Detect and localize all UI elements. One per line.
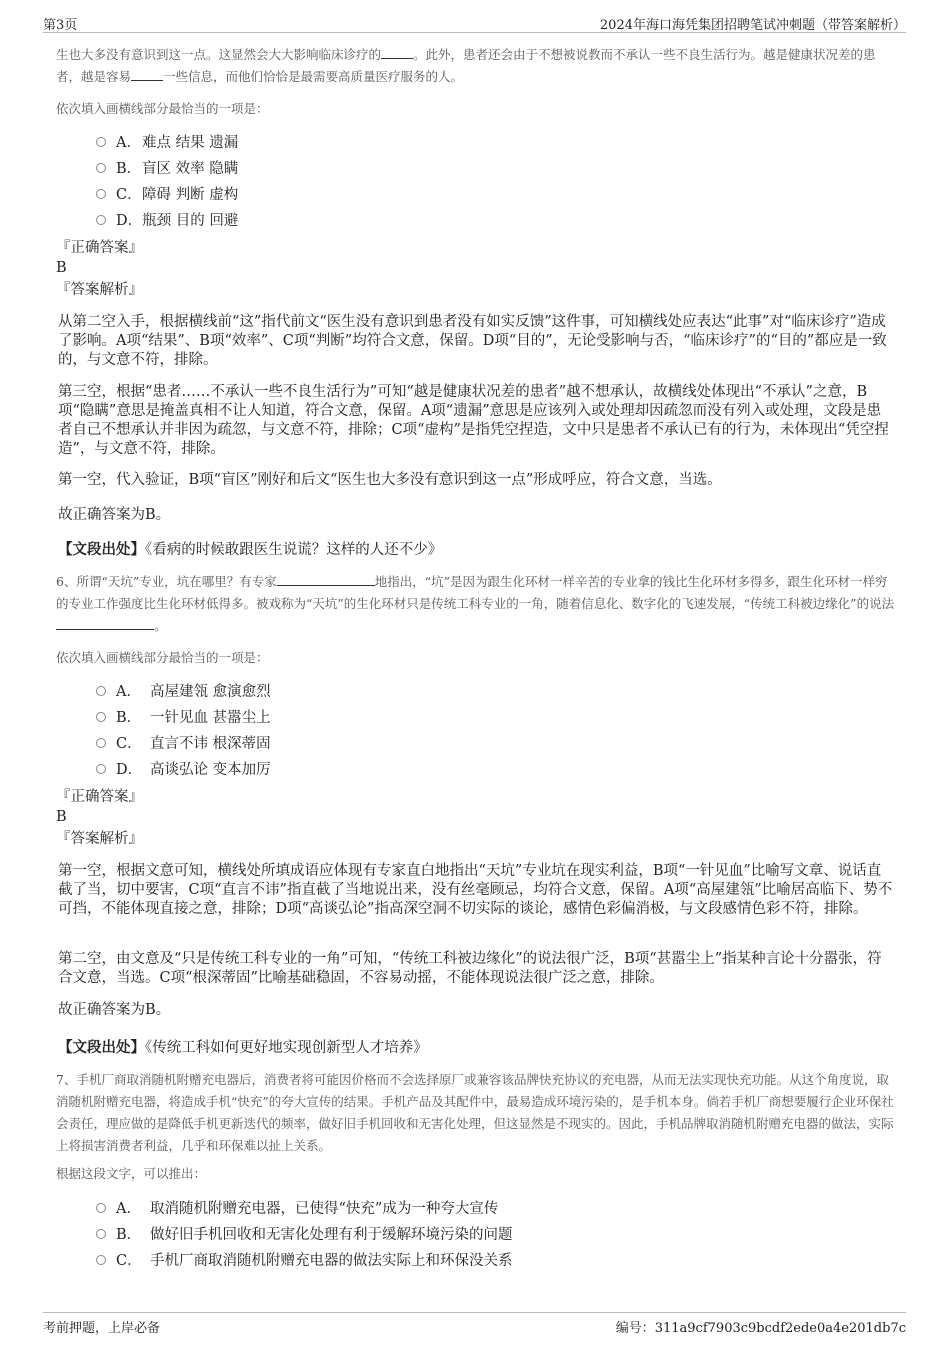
q5-option-b[interactable]: B．盲区 效率 隐瞒 [96, 158, 238, 180]
q5-prompt: 依次填入画横线部分最恰当的一项是： [56, 101, 269, 116]
q6-option-a[interactable]: A． 高屋建瓴 愈演愈烈 [96, 681, 271, 703]
q6-option-d[interactable]: D． 高谈弘论 变本加厉 [96, 759, 271, 781]
q5-source: 【文段出处】《看病的时候敢跟医生说谎？这样的人还不少》 [58, 541, 443, 558]
q7-option-b[interactable]: B． 做好旧手机回收和无害化处理有利于缓解环境污染的问题 [96, 1224, 513, 1246]
q5-analysis-paragraph: 第三空，根据“患者……不承认一些不良生活行为”可知“越是健康状况差的患者”越不想承认，故横线处体现出“不承认”之意，B项“隐瞒”意思是掩盖真相不让人知道，符合文意，保留。A项“遗漏”意思是应该列入或处理却因疏忽而没有列入或处理，文段是患者自己不想承认并非因为疏忽，与文意不符，排除；C项“虚构”是指凭空捏造，文中只是患者不承认已有的行为，未体现出“凭空捏造”，与文意不符，排除。 [58, 384, 889, 457]
q6-passage: 6、所谓“天坑”专业，坑在哪里？有专家 地指出，“坑”是因为跟生化环材一样辛苦的专业拿的钱比生化环材多得多，跟生化环材一样穷的专业工作强度比生化环材低得多。被戏称为“天坑”的生化环材只是传统工科专业的一角，随着信息化、数字化的飞速发展，“传统工科被边缘化”的说法。 [56, 574, 895, 633]
q6-analysis-paragraph: 第一空，根据文意可知，横线处所填成语应体现有专家直白地指出“天坑”专业坑在现实利益，B项“一针见血”比喻写文章、说话直截了当，切中要害，C项“直言不讳”指直截了当地说出来，没有丝毫顾忌，均符合文意，保留。A项“高屋建瓴”比喻居高临下、势不可挡，不能体现直接之意，排除；D项“高谈弘论”指高深空洞不切实际的谈论，感情色彩偏消极，与文段感情色彩不符，排除。 [58, 863, 893, 917]
q5-option-d[interactable]: D．瓶颈 目的 回避 [96, 210, 238, 232]
document-code: 编号：311a9cf7903c9bcdf2ede0a4e201db7c [615, 1321, 906, 1336]
document-title: 2024年海口海凭集团招聘笔试冲刺题（带答案解析） [599, 18, 906, 33]
q5-blank-2 [131, 67, 163, 81]
q6-source: 【文段出处】《传统工科如何更好地实现创新型人才培养》 [58, 1039, 428, 1056]
q6-answer: B [56, 809, 67, 825]
q6-prompt: 依次填入画横线部分最恰当的一项是： [56, 650, 269, 665]
radio-icon[interactable] [96, 764, 106, 774]
q5-analysis-label: 『答案解析』 [56, 282, 143, 298]
radio-icon[interactable] [96, 163, 106, 173]
radio-icon[interactable] [96, 1203, 106, 1213]
page-footer [43, 1312, 906, 1337]
q6-analysis-paragraph: 故正确答案为B。 [58, 1002, 171, 1018]
radio-icon[interactable] [96, 215, 106, 225]
q7-option-c[interactable]: C． 手机厂商取消随机附赠充电器的做法实际上和环保没关系 [96, 1250, 513, 1272]
q5-answer-label: 『正确答案』 [56, 240, 143, 256]
q5-passage: 生也大多没有意识到这一点。这显然会大大影响临床诊疗的 。此外，患者还会由于不想被说教而不承认一些不良生活行为。越是健康状况差的患者，越是容易 一些信息，而他们恰恰是最需要高质量医疗服务的人。 [56, 47, 876, 84]
q5-analysis-paragraph: 故正确答案为B。 [58, 507, 171, 523]
radio-icon[interactable] [96, 1255, 106, 1265]
q5-analysis-paragraph: 从第二空入手，根据横线前“这”指代前文“医生没有意识到患者没有如实反馈”这件事，可知横线处应表达“此事”对“临床诊疗”造成了影响。A项“结果”、B项“效率”、C项“判断”均符合文意，保留。D项“目的”，无论受影响与否，“临床诊疗”的“目的”都应是一致的，与文意不符，排除。 [58, 314, 887, 368]
q6-analysis-paragraph: 第二空，由文意及“只是传统工科专业的一角”可知，“传统工科被边缘化”的说法很广泛，B项“甚嚣尘上”指某种言论十分嚣张，符合文意，当选。C项“根深蒂固”比喻基础稳固，不容易动摇，不能体现说法很广泛之意，排除。 [58, 951, 882, 986]
q6-analysis-label: 『答案解析』 [56, 831, 143, 847]
q5-answer: B [56, 260, 67, 276]
radio-icon[interactable] [96, 686, 106, 696]
q5-option-c[interactable]: C．障碍 判断 虚构 [96, 184, 238, 206]
q5-option-a[interactable]: A．难点 结果 遗漏 [96, 132, 238, 154]
q5-analysis-paragraph: 第一空，代入验证，B项“盲区”刚好和后文“医生也大多没有意识到这一点”形成呼应，符合文意，当选。 [58, 472, 722, 488]
radio-icon[interactable] [96, 712, 106, 722]
q7-prompt: 根据这段文字，可以推出： [56, 1166, 207, 1181]
q6-option-b[interactable]: B． 一针见血 甚嚣尘上 [96, 707, 271, 729]
radio-icon[interactable] [96, 1229, 106, 1239]
page-number: 第3页 [43, 18, 78, 33]
q6-blank-1 [277, 572, 375, 586]
q6-blank-2 [56, 616, 154, 630]
q5-blank-1 [381, 45, 413, 59]
radio-icon[interactable] [96, 738, 106, 748]
radio-icon[interactable] [96, 137, 106, 147]
q7-passage: 7、手机厂商取消随机附赠充电器后，消费者将可能因价格而不会选择原厂或兼容该品牌快充协议的充电器，从而无法实现快充功能。从这个角度说，取消随机附赠充电器，将造成手机“快充”的夸大宣传的结果。手机产品及其配件中，最易造成环境污染的，是手机本身。倘若手机厂商想要履行企业环保社会责任，理应做的是降低手机更新迭代的频率，做好旧手机回收和无害化处理，但这显然是不现实的。因此，手机品牌取消随机附赠充电器的做法，实际上将损害消费者利益，几乎和环保难以扯上关系。 [56, 1072, 894, 1153]
page-header [43, 12, 906, 33]
q6-option-c[interactable]: C． 直言不讳 根深蒂固 [96, 733, 271, 755]
q6-answer-label: 『正确答案』 [56, 789, 143, 805]
radio-icon[interactable] [96, 189, 106, 199]
q7-option-a[interactable]: A． 取消随机附赠充电器，已使得“快充”成为一种夸大宣传 [96, 1198, 498, 1220]
footer-slogan: 考前押题，上岸必备 [43, 1321, 161, 1336]
